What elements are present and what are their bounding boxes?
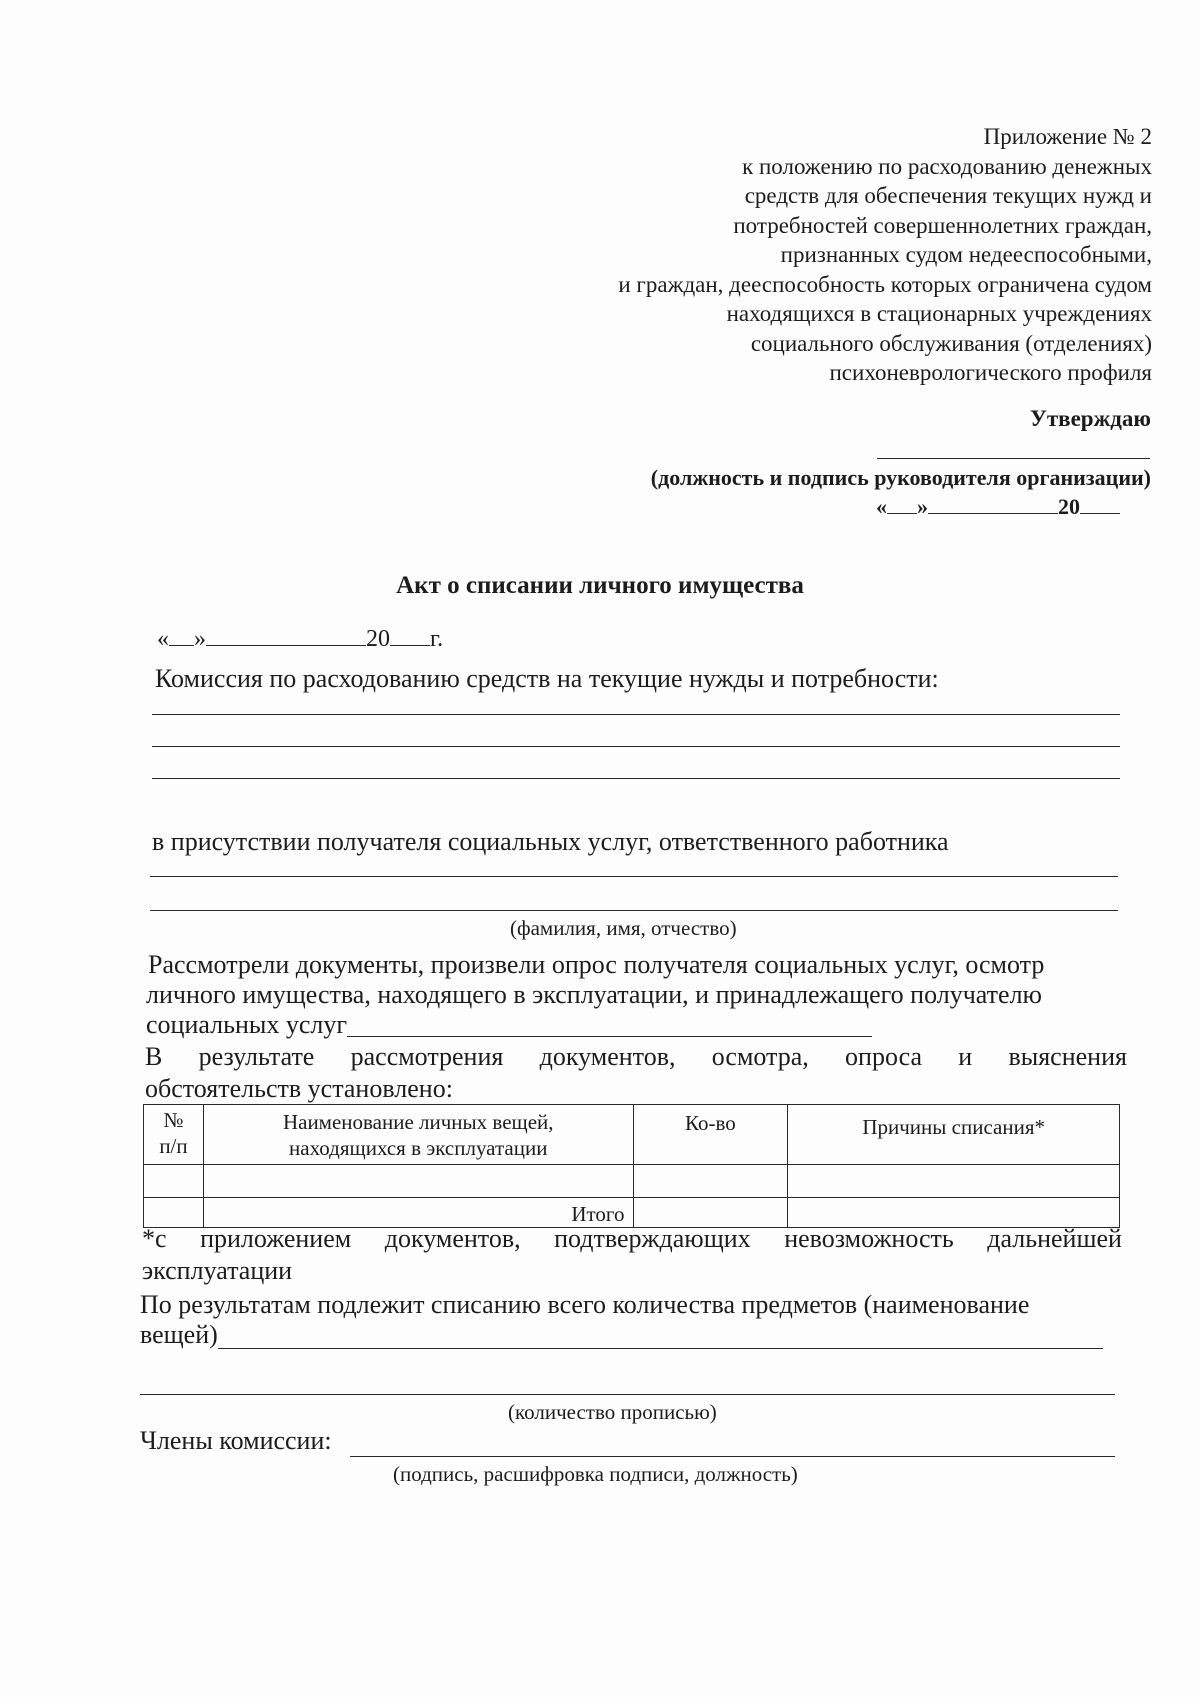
approval-month-blank[interactable]: [928, 513, 1058, 514]
footnote-word: приложением: [200, 1224, 352, 1253]
presence-line-2[interactable]: [150, 910, 1118, 911]
result-word: рассмотрения: [350, 1042, 504, 1071]
reviewed-line-2: личного имущества, находящего в эксплуатации, и принадлежащего получателю: [146, 980, 1042, 1009]
cell-total-qty[interactable]: [633, 1198, 788, 1228]
items-name-blank[interactable]: [218, 1348, 1103, 1349]
quantity-line[interactable]: [140, 1394, 1115, 1395]
result-word: выяснения: [1008, 1042, 1127, 1071]
members-label: Члены комиссии:: [140, 1426, 332, 1455]
cell-total-reasons[interactable]: [788, 1198, 1120, 1228]
appendix-line: и граждан, дееспособность которых ограничена судом: [618, 271, 1152, 297]
appendix-line: психоневрологического профиля: [829, 360, 1152, 385]
commission-line-3[interactable]: [152, 778, 1120, 779]
header-name: [203, 1105, 633, 1165]
cell-qty[interactable]: [633, 1165, 788, 1198]
commission-label: Комиссия по расходованию средств на текущие нужды и потребности:: [155, 664, 939, 693]
act-date-quote-close: »: [194, 626, 206, 652]
commission-line-1[interactable]: [152, 714, 1120, 715]
act-date-quote-open: «: [157, 626, 169, 652]
result-word: опроса: [845, 1042, 923, 1071]
result-word: результате: [198, 1042, 315, 1071]
result-word: и: [958, 1042, 973, 1071]
writeoff-line-1: По результатам подлежит списанию всего количества предметов (наименование: [140, 1290, 1030, 1319]
appendix-line: средств для обеспечения текущих нужд и: [744, 183, 1152, 208]
table-row: [144, 1165, 1120, 1198]
appendix-line: находящихся в стационарных учреждениях: [726, 301, 1152, 326]
result-word: осмотра,: [711, 1042, 809, 1071]
reviewed-line-1: Рассмотрели документы, произвели опрос получателя социальных услуг, осмотр: [148, 950, 1045, 979]
presence-label: в присутствии получателя социальных услуг, ответственного работника: [152, 827, 949, 856]
footnote-line-2: эксплуатации: [142, 1256, 293, 1285]
approval-signature-line[interactable]: [877, 458, 1150, 459]
items-table: [143, 1104, 1120, 1228]
signature-caption: (подпись, расшифровка подписи, должность): [393, 1462, 798, 1486]
footnote-line-1: [142, 1224, 1122, 1254]
header-num-line-1: №: [163, 1108, 184, 1132]
recipient-name-blank[interactable]: [347, 1036, 872, 1037]
header-num-line-2: п/п: [159, 1134, 188, 1158]
cell-name[interactable]: [203, 1165, 633, 1198]
approval-date-quote-open: «: [876, 494, 887, 519]
approval-date: [876, 494, 1120, 520]
result-word: документов,: [539, 1042, 676, 1071]
writeoff-line-2: [140, 1320, 1103, 1350]
act-year-suffix: г.: [430, 626, 444, 652]
appendix-line: Приложение № 2: [983, 124, 1152, 149]
result-word: В: [145, 1042, 163, 1071]
result-line-1: [145, 1042, 1127, 1072]
commission-line-2[interactable]: [152, 746, 1120, 747]
result-line-2: обстоятельств установлено:: [145, 1074, 453, 1103]
document-title: Акт о списании личного имущества: [396, 572, 804, 599]
act-month-blank[interactable]: [206, 645, 366, 646]
approval-day-blank[interactable]: [887, 513, 917, 514]
footnote-word: подтверждающих: [554, 1224, 751, 1253]
quantity-caption: (количество прописью): [508, 1400, 717, 1424]
presence-line-1[interactable]: [150, 876, 1118, 877]
header-qty: Ко-во: [633, 1105, 788, 1165]
approval-date-quote-close: »: [917, 494, 928, 519]
appendix-line: социального обслуживания (отделениях): [750, 330, 1152, 356]
total-label: Итого: [203, 1198, 633, 1228]
appendix-line: к положению по расходованию денежных: [742, 153, 1152, 179]
reviewed-line-3-text: социальных услуг: [146, 1010, 348, 1039]
header-name-line-2: находящихся в эксплуатации: [289, 1136, 548, 1160]
footnote-word: дальнейшей: [987, 1224, 1122, 1253]
header-num: [144, 1105, 204, 1165]
reviewed-line-3: [146, 1010, 872, 1040]
approval-date-year: 20: [1058, 494, 1080, 519]
appendix-block: [618, 122, 1152, 388]
cell-num[interactable]: [144, 1198, 204, 1228]
fio-caption: (фамилия, имя, отчество): [510, 916, 737, 940]
writeoff-line-2-text: вещей): [140, 1320, 218, 1349]
appendix-line: признанных судом недееспособными,: [780, 242, 1152, 267]
footnote-word: документов,: [384, 1224, 521, 1253]
act-year-prefix: 20: [366, 626, 390, 652]
table-header-row: [144, 1105, 1120, 1165]
act-date: [157, 626, 443, 653]
header-name-line-1: Наименование личных вещей,: [282, 1110, 554, 1134]
cell-reasons[interactable]: [788, 1165, 1120, 1198]
header-reasons: Причины списания*: [788, 1105, 1120, 1165]
footnote-word: *с: [142, 1224, 167, 1253]
footnote-word: невозможность: [784, 1224, 954, 1253]
members-signature-line[interactable]: [350, 1456, 1115, 1457]
act-day-blank[interactable]: [169, 645, 194, 646]
act-year-blank[interactable]: [390, 645, 430, 646]
approval-caption: (должность и подпись руководителя организации): [650, 465, 1151, 490]
table-row: [144, 1198, 1120, 1228]
appendix-line: потребностей совершеннолетних граждан,: [733, 212, 1152, 238]
cell-num[interactable]: [144, 1165, 204, 1198]
approval-year-blank[interactable]: [1080, 513, 1120, 514]
approval-heading: Утверждаю: [1030, 406, 1151, 431]
